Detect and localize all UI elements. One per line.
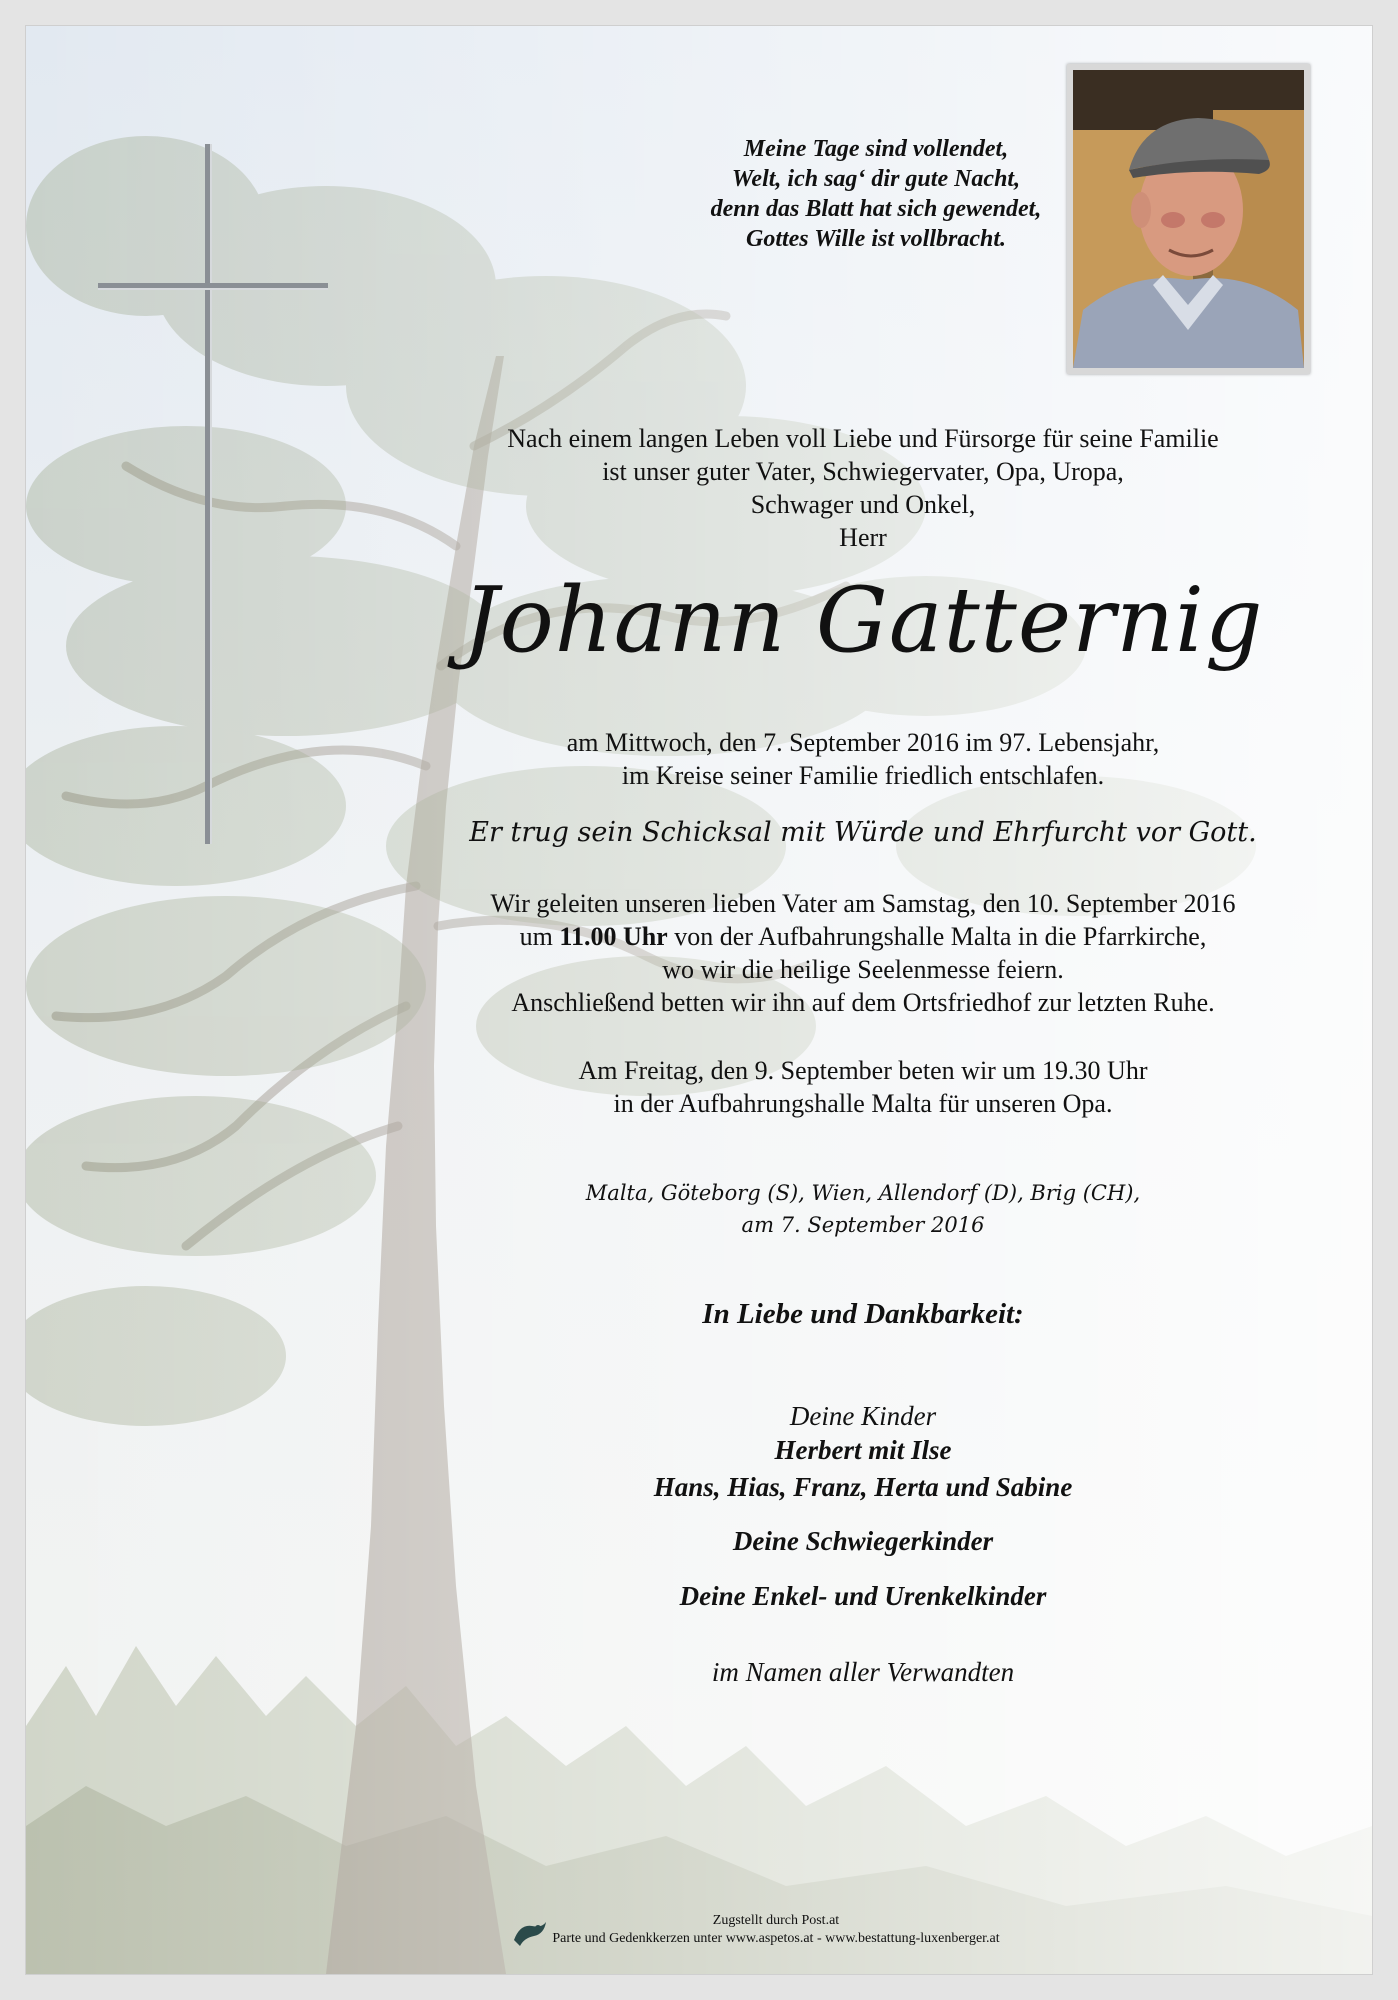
funeral-line: Wir geleiten unseren lieben Vater am Samstag, den 10. September 2016 [490,889,1236,918]
children-names: Hans, Hias, Franz, Herta und Sabine [653,1472,1073,1502]
motto: Er trug sein Schicksal mit Würde und Ehrfurcht vor Gott. [469,817,1257,848]
prayer-line: Am Freitag, den 9. September beten wir um 19.30 Uhr [578,1056,1148,1085]
place-line: Malta, Göteborg (S), Wien, Allendorf (D), Brig (CH), [585,1181,1141,1205]
funeral-line: um 11.00 Uhr von der Aufbahrungshalle Malta in die Pfarrkirche, [519,922,1207,951]
intro-line: Herr [839,523,887,552]
death-notice-line: am Mittwoch, den 7. September 2016 im 97. Lebensjahr, [566,728,1160,757]
funeral-line: wo wir die heilige Seelenmesse feiern. [662,955,1064,984]
death-notice-line: im Kreise seiner Familie friedlich entschlafen. [621,761,1105,790]
thanks-heading: In Liebe und Dankbarkeit: [702,1298,1024,1330]
verse-line: denn das Blatt hat sich gewendet, [710,196,1042,222]
verse-line: Gottes Wille ist vollbracht. [745,226,1006,252]
closing-line: im Namen aller Verwandten [711,1657,1015,1687]
children-label: Deine Kinder [789,1401,937,1431]
intro-line: Nach einem langen Leben voll Liebe und Fürsorge für seine Familie [507,424,1219,453]
funeral-line: Anschließend betten wir ihn auf dem Ortsfriedhof zur letzten Ruhe. [511,988,1215,1017]
funeral-time: 11.00 Uhr [559,922,668,951]
obituary-sheet [26,26,1372,1974]
verse-line: Meine Tage sind vollendet, [743,136,1009,162]
deceased-name: Johann Gatternig [462,568,1264,673]
verse-line: Welt, ich sag‘ dir gute Nacht, [731,166,1021,192]
footer-line: Zugstellt durch Post.at [712,1913,840,1928]
in-laws-line: Deine Schwiegerkinder [732,1526,994,1556]
prayer-line: in der Aufbahrungshalle Malta für unseren Opa. [613,1089,1113,1118]
intro-line: Schwager und Onkel, [750,490,976,519]
footer-line: Parte und Gedenkkerzen unter www.aspetos.at - www.bestattung-luxenberger.at [552,1931,1000,1946]
grandchildren-line: Deine Enkel- und Urenkelkinder [679,1581,1047,1611]
place-line: am 7. September 2016 [741,1213,985,1237]
intro-line: ist unser guter Vater, Schwiegervater, Opa, Uropa, [602,457,1124,486]
children-names: Herbert mit Ilse [774,1435,952,1465]
